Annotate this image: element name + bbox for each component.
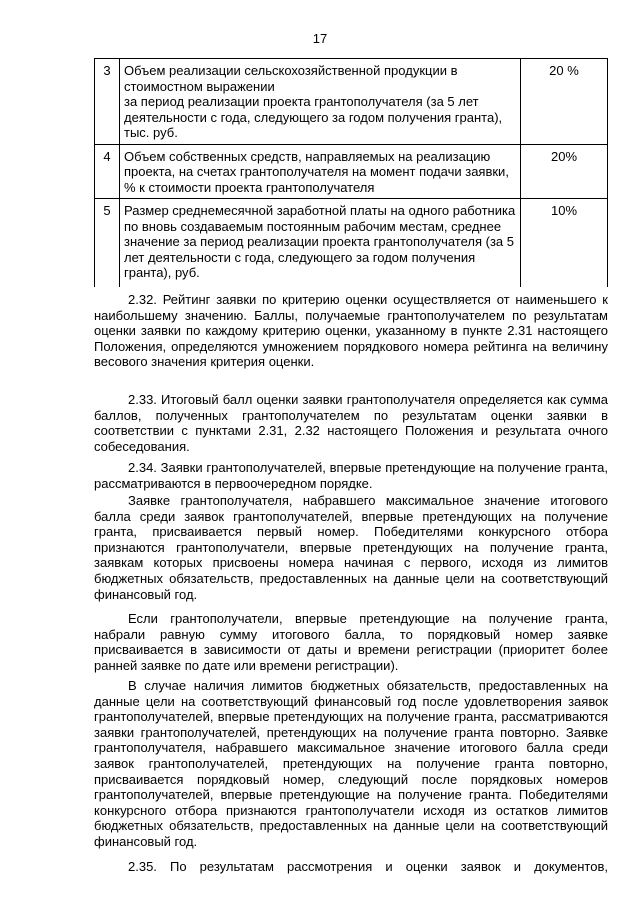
paragraph-2-32: 2.32. Рейтинг заявки по критерию оценки осуществляется от наименьшего к наибольшему значению. Баллы, получаемые грантополучателем по результатам оценки заявки по каждому критерию оценки, указанному в пункте 2.31 настоящего Положения, определяются умножением порядкового номера рейтинга на величину весового значения критерия оценки. [94, 292, 608, 370]
criterion-weight: 20 % [521, 59, 608, 145]
criterion-text: Объем собственных средств, направляемых на реализацию проекта, на счетах грантополучателя на момент подачи заявки, % к стоимости проекта грантополучателя [120, 144, 521, 199]
page-number: 17 [312, 31, 328, 46]
paragraph-equal-score: Если грантополучатели, впервые претендующие на получение гранта, набрали равную сумму итогового балла, то порядковый номер заявке присваивается в зависимости от даты и времени регистрации (приоритет более ранней заявке по дате или времени регистрации). [94, 611, 608, 673]
row-number: 3 [95, 59, 120, 145]
paragraph-first-applicants: Заявке грантополучателя, набравшего максимальное значение итогового балла среди заявок грантополучателей, впервые претендующих на получение гранта, присваивается первый номер. Победителями конкурсного отбора признаются грантополучатели, впервые претендующих на получение гранта, заявкам которых присвоены номера начиная с первого, исходя из лимитов бюджетных обязательств, предоставленных на данные цели на соответствующий финансовый год. [94, 493, 608, 602]
criterion-weight: 10% [521, 199, 608, 287]
paragraph-2-34: 2.34. Заявки грантополучателей, впервые претендующие на получение гранта, рассматриваются в первоочередном порядке. [94, 460, 608, 491]
table-row [95, 199, 608, 287]
table-row [95, 144, 608, 199]
table-row [95, 59, 608, 145]
paragraph-repeat-applicants: В случае наличия лимитов бюджетных обязательств, предоставленных на данные цели на соответствующий финансовый год после удовлетворения заявок грантополучателей, впервые претендующих на получение гранта, рассматриваются заявки грантополучателей, претендующих на получение гранта повторно. Заявке грантополучателя, набравшего максимальное значение итогового балла среди заявок грантополучателей, претендующих на получение гранта повторно, присваивается порядковый номер, следующий после порядковых номеров грантополучателей, впервые претендующие на получение гранта. Победителями конкурсного отбора признаются грантополучатели исходя из остатков лимитов бюджетных обязательств, предоставленных на данные цели на соответствующий финансовый год. [94, 678, 608, 849]
row-number: 4 [95, 144, 120, 199]
paragraph-2-33: 2.33. Итоговый балл оценки заявки грантополучателя определяется как сумма баллов, полученных грантополучателем по результатам оценки заявки в соответствии с пунктами 2.31, 2.32 настоящего Положения и результата очного собеседования. [94, 392, 608, 454]
criterion-text: Объем реализации сельскохозяйственной продукции в стоимостном выражении за период реализации проекта грантополучателя (за 5 лет деятельности с года, следующего за годом получения гранта), тыс. руб. [120, 59, 521, 145]
criterion-weight: 20% [521, 144, 608, 199]
criteria-table [94, 58, 608, 287]
paragraph-2-35: 2.35. По результатам рассмотрения и оценки заявок и документов, [128, 859, 608, 874]
row-number: 5 [95, 199, 120, 287]
criterion-text: Размер среднемесячной заработной платы на одного работника по вновь создаваемым постоянным рабочим местам, среднее значение за период реализации проекта грантополучателя (за 5 лет деятельности с года, следующего за годом получения гранта), руб. [120, 199, 521, 287]
